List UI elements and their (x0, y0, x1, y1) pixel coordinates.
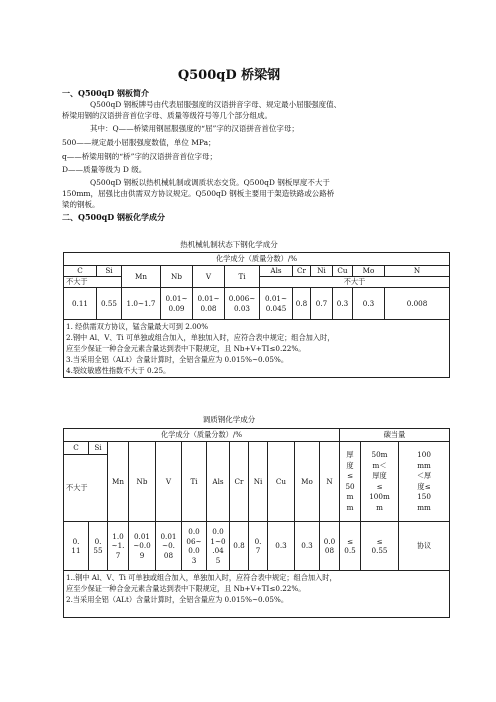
t1-h-mo: Mo (353, 266, 385, 277)
t1-h-mn: Mn (122, 266, 161, 288)
t2-h-cr: Cr (230, 442, 249, 522)
section2-heading: 二、Q500qD 钢板化学成分 (62, 212, 165, 222)
t2-v-ce-150: 协议 (399, 522, 450, 571)
t1-h-ti: Ti (225, 266, 260, 288)
t2-ce-header: 碳当量 (340, 429, 450, 442)
intro-qq: q——桥梁用钢的“桥”字的汉语拼音首位字母； (62, 152, 217, 161)
t2-h-si: Si (89, 442, 108, 455)
t2-h-n: N (320, 442, 340, 522)
t1-v-si: 0.55 (97, 288, 122, 320)
table2-caption: 调质钢化学成分 (202, 415, 256, 424)
t1-note-1: 1. 经供需双方协议，锰含量最大可到 2.00% (66, 322, 209, 331)
t1-h-cr: Cr (293, 266, 311, 277)
t1-v-cu: 0.3 (333, 288, 353, 320)
t2-v-cr: 0.8 (230, 522, 249, 571)
t2-h-thick-100: 50m m＜ 厚度 ≤ 100m m (361, 442, 399, 522)
t1-notes (64, 320, 450, 378)
t1-note-2b: 应至少保证一种合金元素含量达到表中下限规定，且 Nb+V+TI≤0.22%。 (66, 344, 306, 353)
t2-note-2: 2.当采用全铝（ALt）含量计算时，全铝含量应为 0.015%~0.05%。 (66, 595, 289, 604)
t2-v-ni: 0. 7 (249, 522, 268, 571)
intro-d: D——质量等级为 D 级。 (62, 165, 147, 174)
t2-not-exceed: 不大于 (64, 455, 108, 522)
t2-h-mo: Mo (295, 442, 320, 522)
t2-h-v: V (156, 442, 182, 522)
t2-v-mo: 0.3 (295, 522, 320, 571)
t2-h-ni: Ni (249, 442, 268, 522)
t1-v-mo: 0.3 (353, 288, 385, 320)
t2-v-als: 0.0 1~0 .04 5 (207, 522, 230, 571)
t2-h-thick-50: 厚 度 ≤ 50 m m (340, 442, 361, 522)
page-title: Q500qD 桥梁钢 (177, 68, 281, 83)
t1-v-mn: 1.0~1.7 (122, 288, 161, 320)
t2-h-mn: Mn (108, 442, 129, 522)
t2-note-1b: 应至少保证一种合金元素含量达到表中下限规定，且 Nb+V+TI≤0.22%。 (66, 584, 306, 593)
t1-v-nb: 0.01~ 0.09 (161, 288, 193, 320)
t1-h-n: N (385, 266, 450, 277)
t2-v-n: 0.0 08 (320, 522, 340, 571)
t2-v-cu: 0.3 (268, 522, 295, 571)
t1-v-cr: 0.8 (293, 288, 311, 320)
intro-line-2: 桥梁用钢的汉语拼音首位字母、质量等级符号等几个部分组成。 (62, 111, 272, 120)
t1-note-4: 4.裂纹敏感性指数不大于 0.25。 (66, 366, 171, 375)
t1-h-ni: Ni (311, 266, 333, 277)
intro-para2-2: 150mm，屈强比由供需双方协议规定。Q500qD 钢板主要用于架造铁路或公路桥 (62, 189, 335, 198)
table1-thermo-mechanical (63, 252, 450, 378)
t1-v-c: 0.11 (64, 288, 97, 320)
t2-h-als: Als (207, 442, 230, 522)
section1-heading: 一、Q500qD 钢板简介 (62, 88, 149, 98)
t1-v-v: 0.01~ 0.08 (193, 288, 225, 320)
t2-note-1: 1..钢中 Al、V、Ti 可单独或组合加入，单独加入时，应符合表中规定；组合加入时， (66, 573, 337, 582)
t1-not-exceed-right: 不大于 (260, 277, 450, 288)
intro-q: 其中：Q——桥梁用钢屈服强度的“屈”字的汉语拼音首位字母； (90, 124, 299, 133)
t2-h-nb: Nb (129, 442, 156, 522)
intro-line-1: Q500qD 钢板牌号由代表屈服强度的汉语拼音字母、规定最小屈服强度值、 (90, 100, 342, 109)
intro-para2-1: Q500qD 钢板以热机械轧制或调质状态交货。Q500qD 钢板厚度不大于 (90, 178, 330, 187)
t1-not-exceed-left: 不大于 (64, 277, 122, 288)
t2-v-ti: 0.0 06~ 0.0 3 (182, 522, 207, 571)
t2-h-cu: Cu (268, 442, 295, 522)
t2-v-si: 0. 55 (89, 522, 108, 571)
t2-v-v: 0.01 ~0. 08 (156, 522, 182, 571)
t2-v-ce-50: ≤ 0.5 (340, 522, 361, 571)
t1-h-cu: Cu (333, 266, 353, 277)
t1-note-2: 2.钢中 Al、V、Ti 可单独或组合加入，单独加入时，应符合表中规定；组合加入时， (66, 333, 335, 342)
table2-quenched-tempered (63, 428, 450, 618)
t1-h-si: Si (97, 266, 122, 277)
t2-h-thick-150: 100 mm ＜厚 度≤ 150 mm (399, 442, 450, 522)
t2-h-c: C (64, 442, 89, 455)
t1-v-ni: 0.7 (311, 288, 333, 320)
t2-v-nb: 0.01 ~0.0 9 (129, 522, 156, 571)
t1-v-als: 0.01~ 0.045 (260, 288, 293, 320)
t2-notes (64, 571, 450, 618)
t2-v-mn: 1.0 ~1. 7 (108, 522, 129, 571)
t1-note-3: 3.当采用全铝（ALt）含量计算时，全铝含量应为 0.015%~0.05%。 (66, 355, 289, 364)
t2-h-ti: Ti (182, 442, 207, 522)
t2-group-header: 化学成分（质量分数）/% (64, 429, 340, 442)
table1-group-header: 化学成分（质量分数）/% (64, 253, 450, 266)
t1-h-c: C (64, 266, 97, 277)
table1-caption: 热机械轧制状态下钢化学成分 (180, 240, 278, 249)
t1-h-als: Als (260, 266, 293, 277)
t1-v-ti: 0.006~ 0.03 (225, 288, 260, 320)
t1-h-nb: Nb (161, 266, 193, 288)
t1-h-v: V (193, 266, 225, 288)
intro-para2-3: 梁的钢板。 (62, 200, 100, 209)
t1-v-n: 0.008 (385, 288, 450, 320)
intro-500: 500——规定最小屈服强度数值，单位 MPa； (62, 138, 216, 147)
t2-v-c: 0. 11 (64, 522, 89, 571)
t2-v-ce-100: ≤ 0.55 (361, 522, 399, 571)
